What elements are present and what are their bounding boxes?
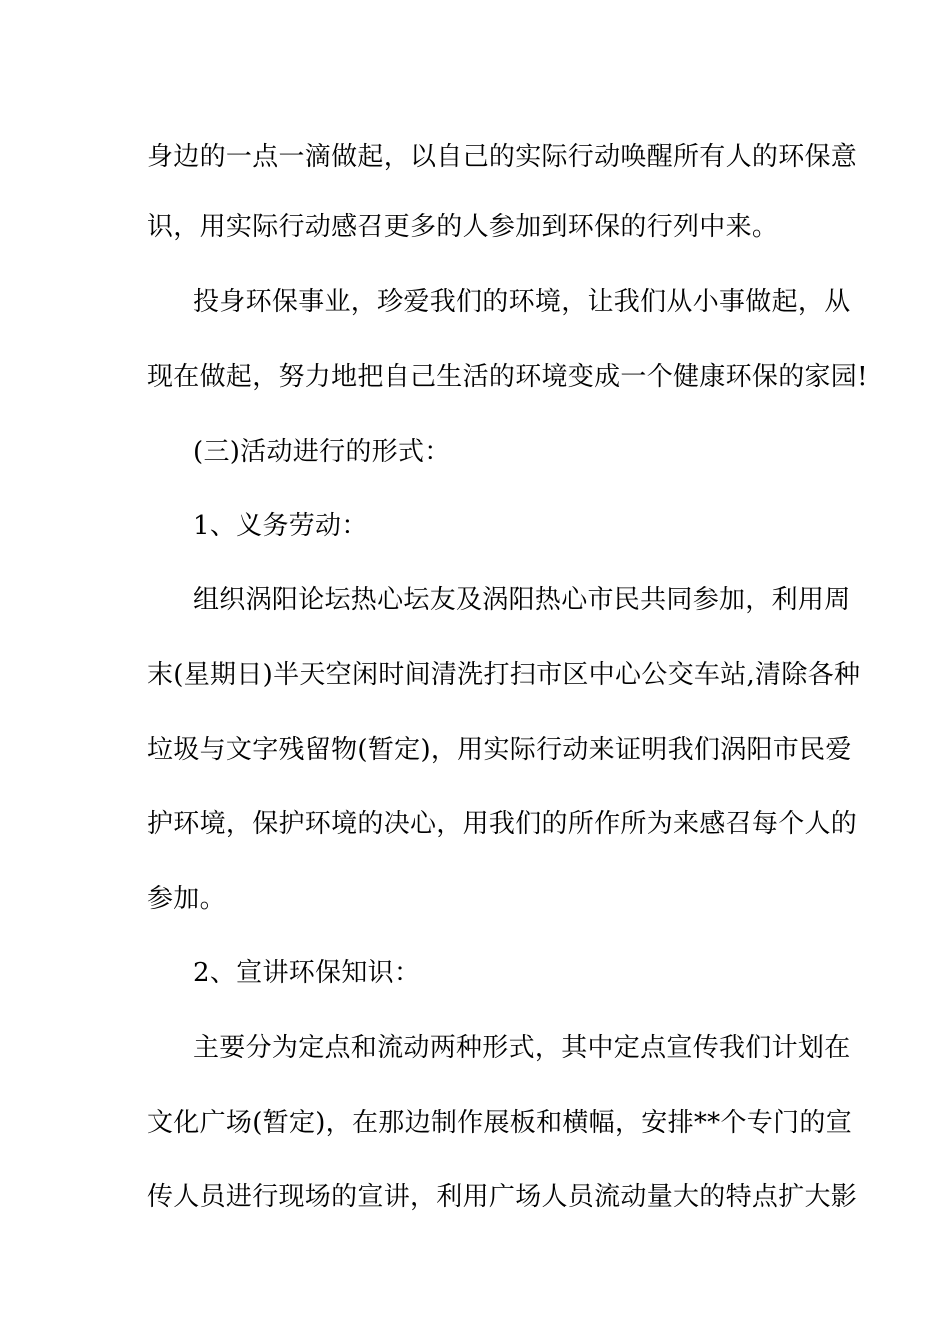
item-heading-1: 1、义务劳动： [193, 511, 368, 541]
text-line-8: 末(星期日)半天空闲时间清洗打扫市区中心公交车站,清除各种 [147, 660, 861, 690]
text-line-4: 现在做起，努力地把自己生活的环境变成一个健康环保的家园! [147, 362, 868, 392]
text-line-7: 组织涡阳论坛热心坛友及涡阳热心市民共同参加，利用周 [193, 585, 851, 615]
text-line-10: 护环境，保护环境的决心，用我们的所作所为来感召每个人的 [147, 809, 858, 839]
text-line-13: 主要分为定点和流动两种形式，其中定点宣传我们计划在 [193, 1033, 851, 1063]
item-heading-2: 2、宣讲环保知识： [193, 958, 421, 988]
section-heading: (三)活动进行的形式： [193, 437, 451, 467]
text-line-14: 文化广场(暂定)，在那边制作展板和横幅，安排**个专门的宣 [147, 1108, 852, 1138]
text-line-1: 身边的一点一滴做起，以自己的实际行动唤醒所有人的环保意 [147, 142, 858, 172]
text-line-9: 垃圾与文字残留物(暂定)，用实际行动来证明我们涡阳市民爱 [147, 735, 852, 765]
text-line-3: 投身环保事业，珍爱我们的环境，让我们从小事做起，从 [193, 287, 851, 317]
text-line-11: 参加。 [147, 884, 226, 914]
text-line-15: 传人员进行现场的宣讲，利用广场人员流动量大的特点扩大影 [147, 1182, 858, 1212]
text-line-2: 识，用实际行动感召更多的人参加到环保的行列中来。 [147, 212, 779, 242]
